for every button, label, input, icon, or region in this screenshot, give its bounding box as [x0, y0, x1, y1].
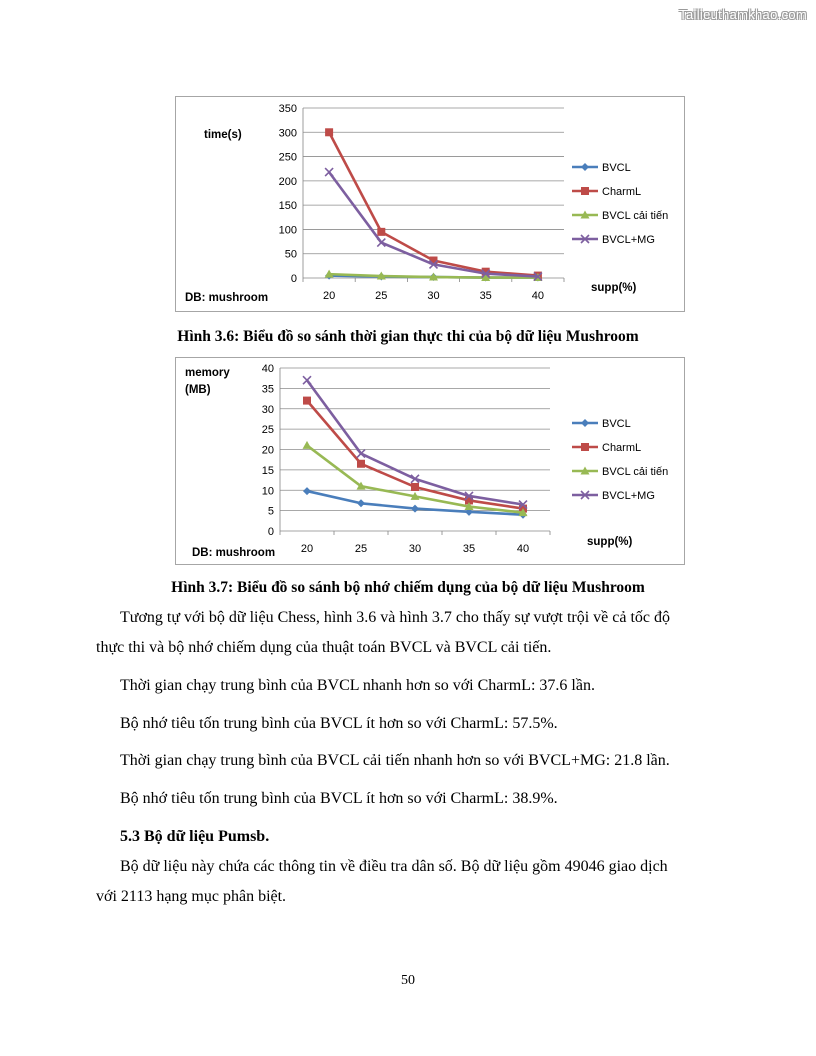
paragraph-5: Bộ nhớ tiêu tốn trung bình của BVCL ít hơn so với CharmL: 38.9%.: [120, 790, 558, 807]
y-tick-label: 200: [278, 175, 297, 188]
legend-label: BVCL+MG: [602, 234, 655, 246]
x-tick-label: 35: [462, 543, 476, 555]
x-tick-label: 30: [427, 290, 440, 302]
y-tick-label: 10: [261, 485, 274, 498]
y-axis-title: (MB): [185, 384, 211, 396]
db-label: DB: mushroom: [185, 292, 269, 304]
legend-marker: [581, 443, 589, 451]
x-tick-label: 35: [479, 290, 492, 302]
y-tick-label: 100: [278, 224, 297, 237]
x-tick-label: 30: [408, 543, 422, 555]
x-tick-label: 25: [375, 290, 388, 302]
legend-label: BVCL cải tiến: [602, 466, 669, 478]
y-tick-label: 25: [261, 424, 274, 437]
data-point: [303, 397, 311, 405]
figure-caption-3-7: Hình 3.7: Biểu đồ so sánh bộ nhớ chiếm dụng của bộ dữ liệu Mushroom: [171, 579, 645, 596]
y-axis-title: memory: [185, 367, 230, 379]
data-point: [357, 460, 365, 468]
y-tick-label: 250: [278, 151, 297, 164]
data-point: [303, 487, 311, 495]
y-tick-label: 0: [267, 526, 274, 538]
x-tick-label: 40: [531, 290, 545, 302]
db-label: DB: mushroom: [192, 547, 276, 559]
data-point: [377, 228, 385, 236]
legend-marker: [581, 187, 589, 195]
data-point: [411, 483, 419, 491]
paragraph-6-line-2: với 2113 hạng mục phân biệt.: [96, 888, 287, 905]
legend-label: BVCL+MG: [602, 490, 655, 502]
section-heading: 5.3 Bộ dữ liệu Pumsb.: [120, 828, 270, 845]
x-axis-title: supp(%): [591, 282, 637, 294]
page-number: 50: [401, 973, 415, 988]
data-point: [325, 168, 333, 176]
y-tick-label: 50: [284, 248, 297, 261]
y-tick-label: 15: [261, 464, 274, 477]
x-tick-label: 20: [322, 290, 336, 302]
data-point: [303, 376, 311, 384]
data-point: [325, 128, 333, 136]
paragraph-1-line-2: thực thi và bộ nhớ chiếm dụng của thuật toán BVCL và BVCL cải tiến.: [96, 639, 552, 656]
paragraph-3: Bộ nhớ tiêu tốn trung bình của BVCL ít hơn so với CharmL: 57.5%.: [120, 715, 558, 732]
legend-label: BVCL: [602, 162, 631, 174]
y-tick-label: 300: [278, 127, 297, 140]
legend-label: CharmL: [602, 186, 642, 198]
x-axis-title: supp(%): [587, 536, 633, 548]
y-tick-label: 35: [261, 383, 274, 396]
y-tick-label: 150: [278, 200, 297, 213]
y-tick-label: 5: [267, 505, 274, 518]
legend-marker: [581, 419, 589, 427]
data-point: [357, 499, 365, 507]
chart-time: [175, 96, 685, 312]
paragraph-6-line-1: Bộ dữ liệu này chứa các thông tin về điều tra dân số. Bộ dữ liệu gồm 49046 giao dịch: [120, 858, 668, 875]
y-tick-label: 40: [261, 363, 274, 375]
y-tick-label: 20: [261, 444, 274, 457]
legend-label: CharmL: [602, 442, 642, 454]
paragraph-4: Thời gian chạy trung bình của BVCL cải tiến nhanh hơn so với BVCL+MG: 21.8 lần.: [120, 752, 670, 769]
x-tick-label: 25: [354, 543, 368, 555]
x-tick-label: 20: [300, 543, 314, 555]
chart-memory: [175, 357, 685, 565]
data-point: [411, 505, 419, 513]
chart-memory-svg: [176, 358, 684, 564]
data-point: [303, 441, 312, 449]
paragraph-1-line-1: Tương tự với bộ dữ liệu Chess, hình 3.6 và hình 3.7 cho thấy sự vượt trội về cả tốc độ: [120, 609, 671, 626]
paragraph-2: Thời gian chạy trung bình của BVCL nhanh hơn so với CharmL: 37.6 lần.: [120, 677, 595, 694]
x-tick-label: 40: [516, 543, 530, 555]
y-tick-label: 350: [278, 103, 297, 115]
legend-label: BVCL cải tiến: [602, 210, 669, 222]
chart-time-svg: [176, 97, 684, 311]
y-axis-title: time(s): [204, 129, 242, 141]
y-tick-label: 30: [261, 403, 274, 416]
watermark: Tailieuthamkhao.com: [679, 7, 807, 22]
figure-caption-3-6: Hình 3.6: Biểu đồ so sánh thời gian thực thi của bộ dữ liệu Mushroom: [177, 328, 639, 345]
y-tick-label: 0: [290, 273, 297, 285]
legend-label: BVCL: [602, 418, 631, 430]
legend-marker: [581, 163, 589, 171]
